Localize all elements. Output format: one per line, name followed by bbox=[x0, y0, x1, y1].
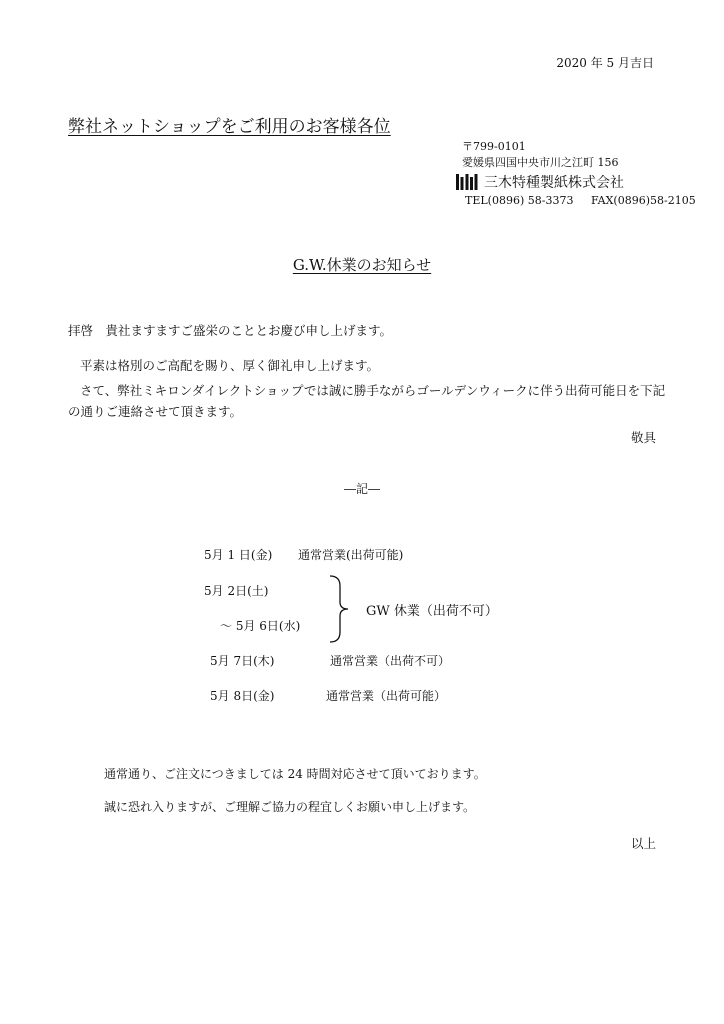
sender-contact bbox=[465, 194, 696, 207]
schedule-row3-date: ～ 5月 6日(水) bbox=[220, 619, 301, 633]
body-line-3b: の通りご連絡させて頂きます。 bbox=[68, 404, 243, 419]
closing-ijou: 以上 bbox=[630, 836, 656, 851]
schedule-row5-status: 通常営業（出荷可能） bbox=[326, 689, 447, 703]
schedule-row4-status: 通常営業（出荷不可） bbox=[330, 654, 451, 668]
addressee-heading: 弊社ネットショップをご利用のお客様各位 bbox=[68, 117, 391, 137]
sender-fax: FAX(0896)58-2105 bbox=[590, 194, 696, 207]
document-date: 2020 年 5 月吉日 bbox=[556, 56, 654, 70]
greeting-line: 拝啓 貴社ますますご盛栄のこととお慶び申し上げます。 bbox=[68, 323, 393, 338]
body-line-2: 平素は格別のご高配を賜り、厚く御礼申し上げます。 bbox=[80, 358, 380, 373]
right-brace-icon bbox=[328, 574, 352, 644]
sender-postal-code: 〒799-0101 bbox=[462, 140, 526, 153]
sender-company bbox=[456, 172, 624, 192]
sender-tel: TEL(0896) 58-3373 bbox=[465, 194, 574, 207]
notice-title-text: G.W.休業のお知らせ bbox=[292, 256, 432, 274]
note-line-2: 誠に恐れ入りますが、ご理解ご協力の程宜しくお願い申し上げます。 bbox=[104, 800, 476, 814]
gw-holiday-label: GW 休業（出荷不可） bbox=[366, 604, 498, 619]
schedule-row2-date: 5月 2日(土) bbox=[204, 584, 269, 598]
note-line-1: 通常通り、ご注文につきましては 24 時間対応させて頂いております。 bbox=[104, 767, 486, 781]
notice-title bbox=[0, 254, 724, 275]
sender-address: 愛媛県四国中央市川之江町 156 bbox=[462, 156, 619, 169]
schedule-row1-status: 通常営業(出荷可能) bbox=[298, 548, 404, 562]
schedule-row4-date: 5月 7日(木) bbox=[210, 654, 275, 668]
company-name: 三木特種製紙株式会社 bbox=[484, 175, 624, 191]
schedule-row5-date: 5月 8日(金) bbox=[210, 689, 275, 703]
body-line-3a: さて、弊社ミキロンダイレクトショップでは誠に勝手ながらゴールデンウィークに伴う出荷可能日を下記 bbox=[80, 383, 666, 398]
ki-marker: ―記― bbox=[343, 482, 380, 496]
schedule-row1-date: 5月 1 日(金) bbox=[204, 548, 273, 562]
closing-keigu: 敬具 bbox=[630, 430, 656, 445]
company-logo-icon bbox=[456, 174, 478, 190]
